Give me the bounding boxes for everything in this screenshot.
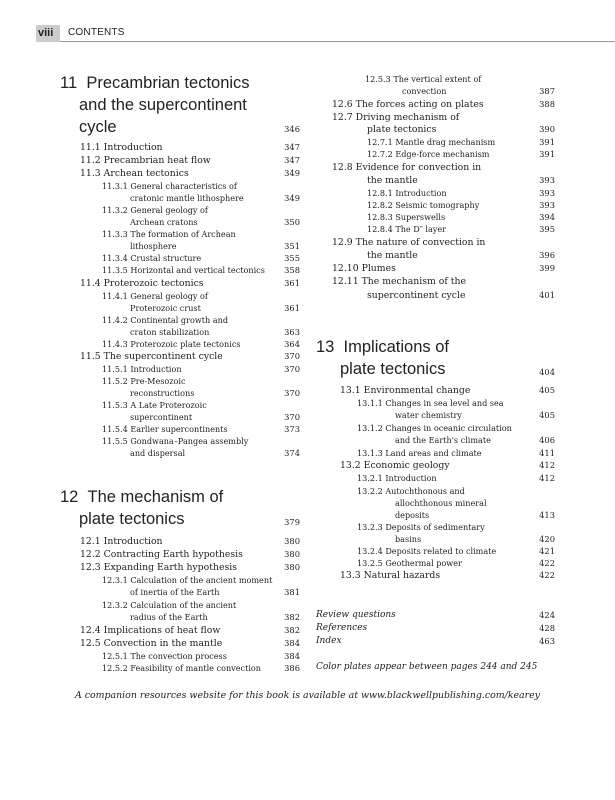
running-header <box>0 25 615 42</box>
page-number: viii <box>36 25 60 42</box>
header-rule <box>60 41 615 42</box>
companion-website-note: A companion resources website for this book is available at www.blackwellpublishing.com/kearey <box>75 690 540 701</box>
running-title: CONTENTS <box>68 27 125 38</box>
